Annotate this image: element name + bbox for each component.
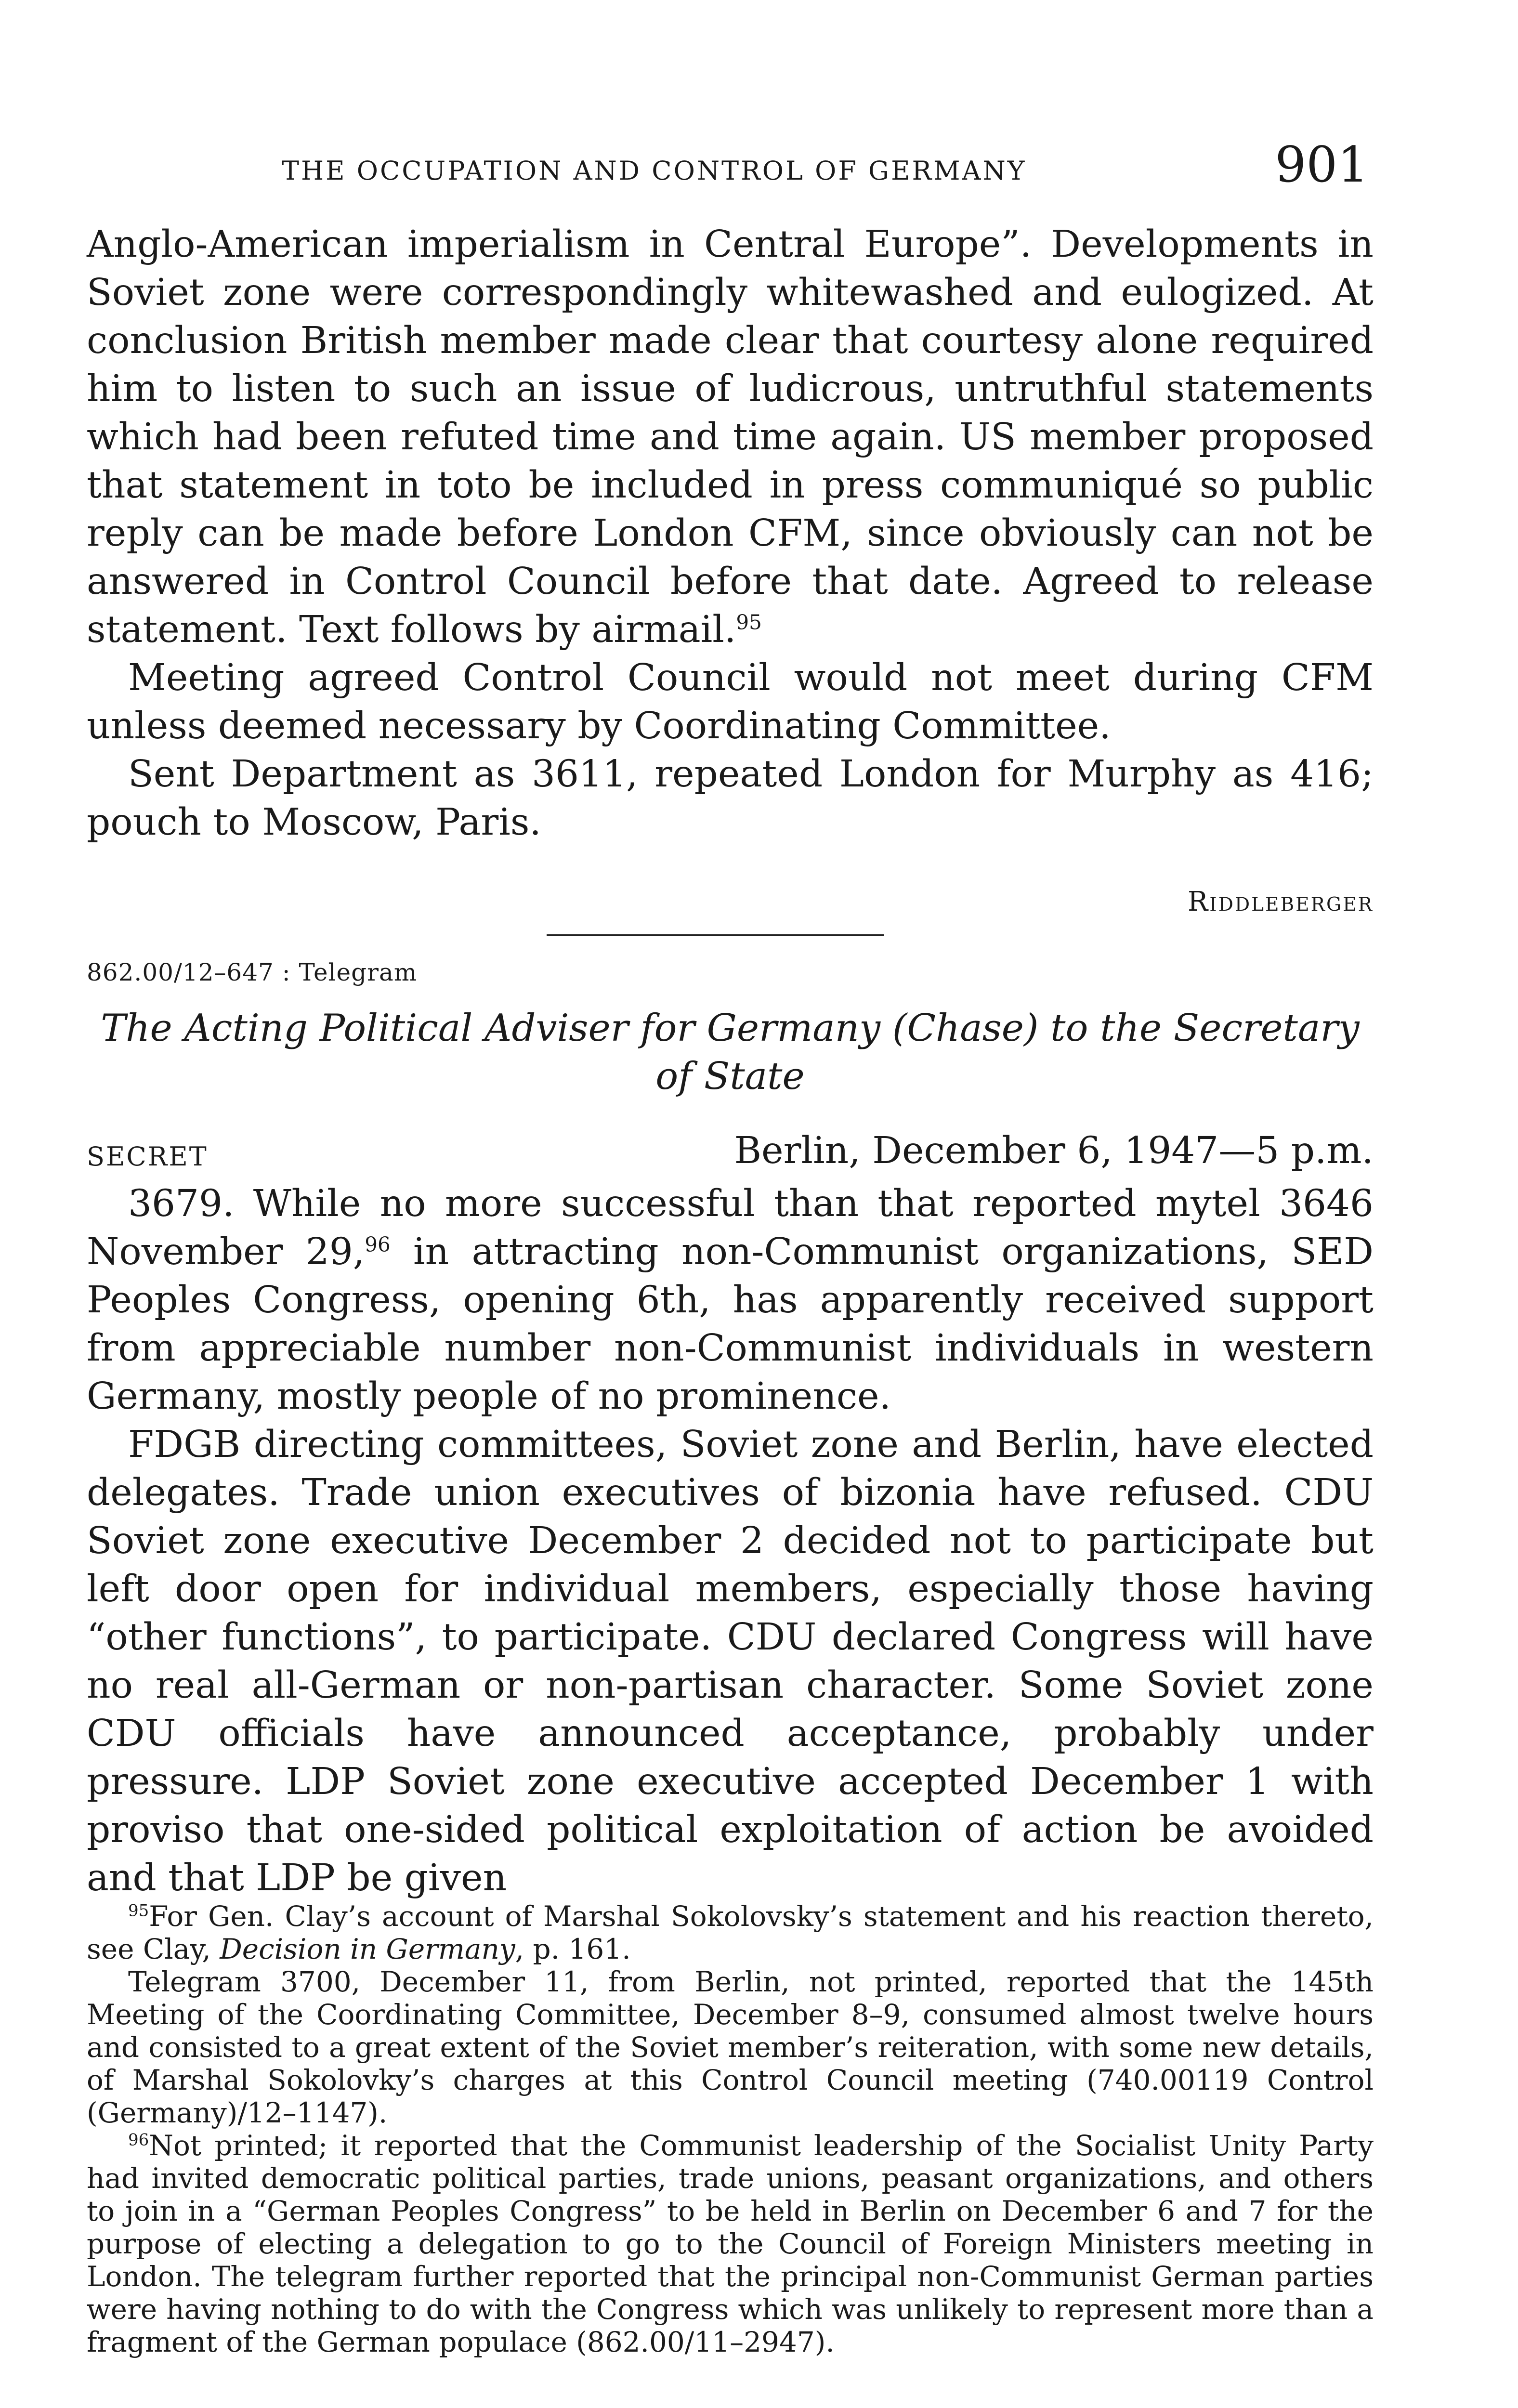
running-header (87, 132, 1377, 200)
footnote: $^{95}$For Gen. Clay’s account of Marshal Sokolovsky’s statement and his reaction thereto, see Clay, Decision in Germany, p. 161. (87, 1900, 1374, 1965)
section-divider (547, 934, 884, 936)
file-reference: 862.00/12–647 : Telegram (87, 958, 418, 986)
signature: Riddleberger (1188, 886, 1374, 917)
paragraph: Meeting agreed Control Council would not meet during CFM unless deemed necessary by Coordinating Committee. (87, 656, 1374, 747)
footnote-ref: 95 (736, 610, 762, 634)
document-title: The Acting Political Adviser for Germany (Chase) to the Secretary of State (101, 1007, 1360, 1098)
classification: SECRET (87, 1141, 208, 1172)
footnote: $^{96}$Not printed; it reported that the Communist leadership of the Socialist Unity Party had invited democratic political parties, trade unions, peasant organizations, and others to join in a “German Peoples Congress” to be held in Berlin on December 6 and 7 for the purpose of electing a delegation to go to the Council of Foreign Ministers meeting in London. The telegram further reported that the principal non-Communist German parties were having nothing to do with the Congress which was unlikely to represent more than a fragment of the German populace (862.00/11–2947). (87, 2129, 1374, 2358)
continued-telegram-text (87, 221, 1374, 847)
footnotes (87, 1900, 1374, 2358)
page-number: 901 (1275, 136, 1369, 194)
running-title: THE OCCUPATION AND CONTROL OF GERMANY (282, 156, 1027, 186)
paragraph: FDGB directing committees, Soviet zone and Berlin, have elected delegates. Trade union executives of bizonia have refused. CDU Soviet zone executive December 2 decided not to participate but left door open for individual members, especially those having “other functions”, to participate. CDU declared Congress will have no real all-German or non-partisan character. Some Soviet zone CDU officials have announced acceptance, probably under pressure. LDP Soviet zone executive accepted December 1 with proviso that one-sided political exploitation of action be avoided and that LDP be given (87, 1423, 1374, 1899)
paragraph: Sent Department as 3611, repeated London for Murphy as 416; pouch to Moscow, Paris. (87, 753, 1374, 844)
footnote: Telegram 3700, December 11, from Berlin, not printed, reported that the 145th Meeting of the Coordinating Committee, December 8–9, consumed almost twelve hours and consisted to a great extent of the Soviet member’s reiteration, with some new details, of Marshal Sokolovky’s charges at this Control Council meeting (740.00119 Control (Germany)/12–1147). (87, 1965, 1374, 2129)
footnote-ref: 96 (365, 1232, 391, 1256)
paragraph: Anglo-American imperialism in Central Europe”. Developments in Soviet zone were correspondingly whitewashed and eulogized. At conclusion British member made clear that courtesy alone required him to listen to such an issue of ludicrous, untruthful statements which had been refuted time and time again. US member proposed that statement in toto be included in press communiqué so public reply can be made before London CFM, since obviously can not be answered in Control Council before that date. Agreed to release statement. Text follows by airmail.$^{95}$ (87, 223, 1374, 651)
paragraph: 3679. While no more successful than that reported mytel 3646 November 29,96 in attracting non-Communist organizations, SED Peoples Congress, opening 6th, has apparently received support from appreciable number non-Communist individuals in western Germany, mostly people of no prominence. (87, 1182, 1374, 1418)
dateline: Berlin, December 6, 1947—5 p.m. (734, 1129, 1374, 1172)
telegram-body (87, 1180, 1374, 1902)
